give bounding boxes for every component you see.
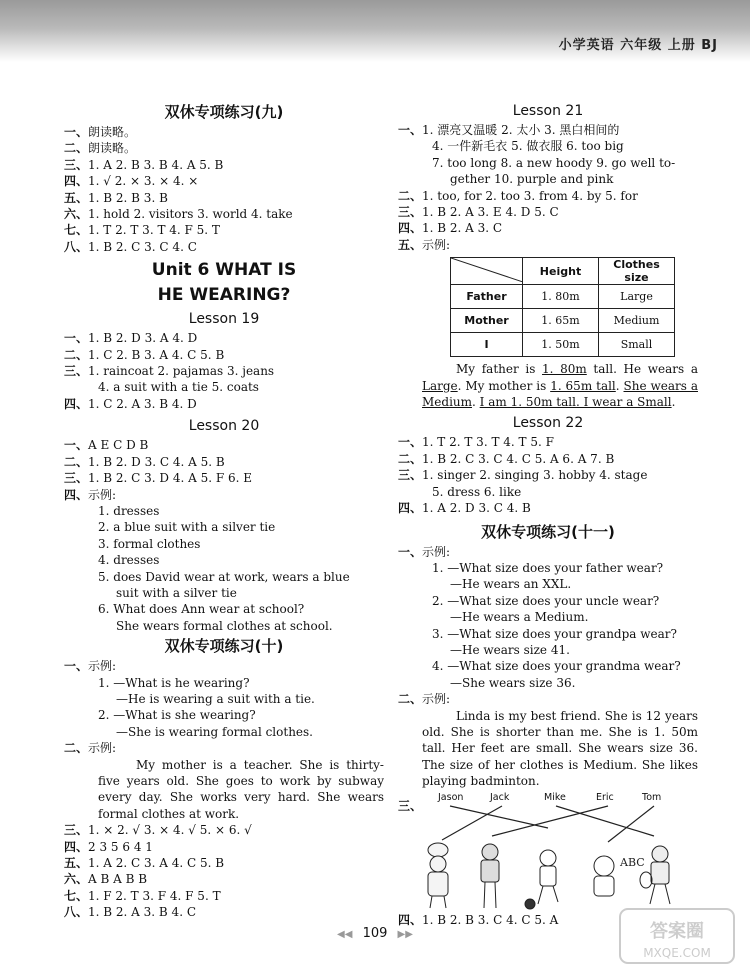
- answer-line: [64, 888, 384, 904]
- paragraph-segment: My father is: [456, 362, 543, 377]
- answer-text: 6. What does Ann wear at school?: [98, 602, 305, 617]
- matching-illustration: [398, 792, 698, 912]
- table-cell: Medium: [599, 309, 675, 333]
- name-label: Mike: [544, 791, 566, 803]
- answer-line: [64, 707, 384, 723]
- answer-line: [64, 569, 384, 585]
- answer-line: [64, 871, 384, 887]
- answer-line: [398, 544, 698, 560]
- answer-text: gether 10. purple and pink: [450, 172, 614, 187]
- answer-text: 1. B 2. C 3. D 4. A 5. F 6. E: [88, 471, 253, 486]
- name-label: Jason: [438, 791, 464, 803]
- watermark-logo: [618, 907, 736, 965]
- lesson-21-answers: [398, 122, 698, 253]
- answer-text: 1. A 2. B 3. B 4. A 5. B: [88, 157, 224, 172]
- answer-text: 1. T 2. T 3. T 4. T 5. F: [422, 435, 554, 450]
- abc-figure: [594, 856, 645, 896]
- lesson-19-answers: [64, 330, 384, 412]
- answer-line: [398, 138, 698, 154]
- table-cell: Father: [451, 285, 523, 309]
- answer-line: [398, 220, 698, 236]
- answer-line: [398, 609, 698, 625]
- table-row: [451, 333, 675, 357]
- answer-line: [398, 155, 698, 171]
- question-number: 五、: [64, 856, 89, 871]
- answer-text: 1. B 2. A 3. E 4. D 5. C: [422, 205, 559, 220]
- lesson-20-answers: [64, 437, 384, 634]
- answer-line: [64, 157, 384, 173]
- answer-line: [398, 188, 698, 204]
- question-number: 四、: [398, 501, 423, 516]
- question-number: 七、: [64, 223, 89, 238]
- answer-line: [398, 434, 698, 450]
- answer-line: [64, 658, 384, 674]
- answer-line: [398, 451, 698, 467]
- answer-text: 朗读略。: [88, 141, 137, 156]
- answer-text: 4. a suit with a tie 5. coats: [98, 380, 259, 395]
- section-title-11: 双休专项练习(十一): [481, 522, 615, 541]
- answer-text: 1. F 2. T 3. F 4. F 5. T: [88, 888, 221, 903]
- table-header: Height: [523, 258, 599, 285]
- answer-text: 1. hold 2. visitors 3. world 4. take: [88, 207, 293, 222]
- answer-line: [398, 658, 698, 674]
- answer-line: [398, 642, 698, 658]
- answer-text: 2 3 5 6 4 1: [88, 839, 153, 854]
- question-number: 一、: [398, 435, 423, 450]
- paragraph-segment: 1. 65m tall: [550, 378, 616, 393]
- question-number: 七、: [64, 888, 89, 903]
- answer-text: 示例:: [88, 741, 117, 756]
- question-number: 一、: [398, 123, 423, 137]
- answer-text: 2. —What is she wearing?: [98, 708, 256, 723]
- answer-line: [64, 855, 384, 871]
- question-number: 三、: [64, 823, 89, 838]
- answer-line: [64, 585, 384, 601]
- answer-text: 5. dress 6. like: [432, 484, 522, 499]
- paragraph-segment: 1. 80m: [542, 362, 587, 377]
- answer-text: 1. √ 2. × 3. × 4. ×: [88, 174, 199, 189]
- question-number: 六、: [64, 872, 89, 887]
- question-number: 四、: [64, 839, 89, 854]
- answer-line: [64, 173, 384, 189]
- answer-text: —He wears an XXL.: [450, 577, 572, 592]
- answer-text: 1. B 2. B 3. C 4. C 5. A: [422, 912, 559, 927]
- answer-text: 1. raincoat 2. pajamas 3. jeans: [88, 364, 275, 379]
- table-cell: 1. 65m: [523, 309, 599, 333]
- question-number: 二、: [64, 454, 89, 469]
- question-number: 三、: [398, 205, 423, 220]
- soccer-figure: [525, 850, 558, 909]
- chef-figure: [428, 843, 448, 908]
- svg-text:ABC: ABC: [620, 855, 645, 869]
- section-title-9: 双休专项练习(九): [164, 103, 284, 121]
- answer-line: [398, 204, 698, 220]
- paragraph-segment: She wears a Medium: [422, 378, 698, 410]
- paragraph-segment: . My mother is: [457, 378, 551, 393]
- answer-line: [398, 484, 698, 500]
- answer-text: 1. B 2. A 3. C: [422, 221, 503, 236]
- answer-line: [398, 576, 698, 592]
- answer-text: 1. dresses: [98, 503, 160, 518]
- table-cell: I: [451, 333, 523, 357]
- prev-arrow-icon: ◀◀: [337, 929, 353, 940]
- answer-line: [398, 560, 698, 576]
- lesson-21-title: Lesson 21: [512, 103, 584, 119]
- answer-line: [64, 691, 384, 707]
- answer-text: —She is wearing formal clothes.: [116, 724, 313, 739]
- question-number: 六、: [64, 207, 89, 222]
- table-row: [451, 258, 675, 285]
- answer-line: [64, 330, 384, 346]
- section-10-answers-b: [64, 822, 384, 920]
- answer-line: [64, 503, 384, 519]
- paragraph-segment: .: [472, 395, 480, 410]
- section-11-paragraph: Linda is my best friend. She is 12 years old. She is shorter than me. She is 1. 50m tall. Her feet are small. She wears size 36. The size of her clothes is Medium. She likes playing badminton.: [422, 708, 698, 789]
- answer-line: [398, 171, 698, 187]
- answer-text: 1. too, for 2. too 3. from 4. by 5. for: [422, 188, 638, 203]
- table-cell: 1. 80m: [523, 285, 599, 309]
- answer-text: 1. B 2. C 3. C 4. C 5. A 6. A 7. B: [422, 451, 615, 466]
- answer-text: 1. A 2. C 3. A 4. C 5. B: [88, 856, 225, 871]
- answer-text: 5. does David wear at work, wears a blue: [98, 569, 350, 584]
- answer-text: 1. —What is he wearing?: [98, 675, 250, 690]
- answer-line: [64, 552, 384, 568]
- answer-text: 2. a blue suit with a silver tie: [98, 520, 276, 535]
- section-10-paragraph: My mother is a teacher. She is thirty-five years old. She goes to work by subway every day. She works very hard. She wears formal clothes at work.: [98, 757, 384, 821]
- answer-line: [64, 239, 384, 255]
- paragraph-segment: I am 1. 50m tall. I wear a Small: [479, 395, 672, 410]
- answer-text: suit with a silver tie: [116, 585, 237, 600]
- answer-text: 示例:: [422, 544, 451, 559]
- answer-line: [398, 122, 698, 138]
- unit-title-line2: HE WEARING?: [157, 285, 291, 306]
- lesson-20-title: Lesson 20: [188, 418, 260, 435]
- answer-line: [398, 593, 698, 609]
- section-10-answers-a: [64, 658, 384, 756]
- answer-line: [64, 675, 384, 691]
- answer-line: [64, 740, 384, 756]
- answer-text: 1. B 2. D 3. A 4. D: [88, 331, 198, 346]
- answer-text: 示例:: [88, 487, 117, 502]
- answer-text: 1. C 2. A 3. B 4. D: [88, 396, 197, 411]
- answer-line: [64, 904, 384, 920]
- answer-line: [64, 536, 384, 552]
- answer-line: [64, 839, 384, 855]
- answer-text: —He wears a Medium.: [450, 610, 589, 625]
- page-number: 109: [362, 926, 388, 941]
- answer-text: 2. —What size does your uncle wear?: [432, 593, 660, 608]
- unit-title-line1: Unit 6 WHAT IS: [151, 260, 297, 281]
- question-number: 二、: [398, 692, 423, 707]
- table-cell: Mother: [451, 309, 523, 333]
- question-number: 五、: [398, 237, 423, 252]
- section-11-answers: [398, 544, 698, 708]
- table-cell: 1. 50m: [523, 333, 599, 357]
- answer-text: 7. too long 8. a new hoody 9. go well to-: [432, 155, 676, 170]
- question-number: 四、: [398, 221, 423, 236]
- answer-text: 3. formal clothes: [98, 536, 201, 551]
- answer-text: 1. B 2. C 3. C 4. C: [88, 239, 197, 254]
- answer-text: —She wears size 36.: [450, 675, 576, 690]
- question-number: 五、: [64, 190, 89, 205]
- table-row: [451, 285, 675, 309]
- answer-line: [64, 347, 384, 363]
- answer-text: —He wears size 41.: [450, 642, 570, 657]
- answer-line: [398, 467, 698, 483]
- question-number: 二、: [398, 188, 423, 203]
- answer-line: [398, 237, 698, 253]
- answer-text: 1. C 2. B 3. A 4. C 5. B: [88, 347, 225, 362]
- answer-text: 1. B 2. D 3. C 4. A 5. B: [88, 454, 225, 469]
- answer-line: [64, 190, 384, 206]
- section-title-10: 双休专项练习(十): [164, 637, 284, 656]
- answer-line: [64, 601, 384, 617]
- question-number: 二、: [64, 741, 89, 756]
- answer-line: [64, 724, 384, 740]
- question-number: 一、: [64, 125, 89, 139]
- badminton-figure: [640, 846, 670, 904]
- answer-line: [398, 626, 698, 642]
- question-number: 二、: [398, 451, 423, 466]
- children-illustration: [398, 792, 698, 912]
- answer-line: [398, 675, 698, 691]
- lesson-22-title: Lesson 22: [512, 415, 584, 432]
- answer-text: She wears formal clothes at school.: [116, 618, 333, 633]
- boy-figure: [481, 844, 499, 908]
- answer-text: A E C D B: [88, 438, 149, 453]
- question-number: 四、: [64, 396, 89, 411]
- answer-line: [64, 437, 384, 453]
- question-number: 四、: [64, 174, 89, 189]
- answer-line: [64, 222, 384, 238]
- right-column: [398, 100, 698, 928]
- name-label: Eric: [596, 791, 614, 803]
- table-header: Clothes size: [599, 258, 675, 285]
- svg-text:MXQE.COM: MXQE.COM: [643, 946, 711, 960]
- question-number: 三、: [398, 798, 423, 813]
- answer-text: 1. B 2. A 3. B 4. C: [88, 905, 196, 920]
- answer-text: 1. B 2. B 3. B: [88, 190, 168, 205]
- paragraph-segment: Large: [422, 378, 458, 393]
- answer-text: 4. 一件新毛衣 5. 做衣服 6. too big: [432, 139, 624, 154]
- answer-text: —He is wearing a suit with a tie.: [116, 691, 315, 706]
- answer-line: [64, 618, 384, 634]
- answer-line: [64, 454, 384, 470]
- question-number: 八、: [64, 905, 89, 920]
- answer-line: [64, 379, 384, 395]
- answer-line: [64, 363, 384, 379]
- paragraph-segment: .: [615, 378, 624, 393]
- answer-text: 1. singer 2. singing 3. hobby 4. stage: [422, 468, 648, 483]
- answer-text: 示例:: [422, 237, 451, 252]
- answer-text: 示例:: [88, 659, 117, 674]
- answer-text: 1. A 2. D 3. C 4. B: [422, 501, 531, 516]
- header-title: 小学英语 六年级 上册 BJ: [558, 38, 718, 53]
- answer-text: 1. —What size does your father wear?: [432, 560, 664, 575]
- next-arrow-icon: ▶▶: [397, 929, 413, 940]
- lesson-22-answers: [398, 434, 698, 516]
- answer-line: [64, 470, 384, 486]
- section-9-answers: [64, 124, 384, 255]
- question-number: 三、: [64, 471, 89, 486]
- name-label: Tom: [642, 791, 662, 803]
- answer-text: 1. T 2. T 3. T 4. F 5. T: [88, 223, 220, 238]
- svg-text:答案圈: 答案圈: [650, 921, 704, 942]
- question-number: 三、: [64, 157, 89, 172]
- table-cell: Small: [599, 333, 675, 357]
- question-number: 一、: [64, 659, 89, 674]
- answer-text: 朗读略。: [88, 125, 137, 139]
- question-number: 三、: [398, 468, 423, 483]
- answer-line: [398, 500, 698, 516]
- size-table: [450, 257, 675, 357]
- name-label: Jack: [490, 791, 510, 803]
- question-number: 四、: [64, 487, 89, 502]
- question-number: 一、: [64, 438, 89, 453]
- table-row: [451, 309, 675, 333]
- answer-line: [64, 124, 384, 140]
- answer-line: [64, 140, 384, 156]
- table-cell: Large: [599, 285, 675, 309]
- question-number: 三、: [64, 364, 89, 379]
- paragraph-segment: tall. He wears a: [586, 362, 698, 377]
- question-number: 四、: [398, 912, 423, 927]
- answer-text: 4. —What size does your grandma wear?: [432, 659, 681, 674]
- answer-line: [64, 206, 384, 222]
- answer-line: [64, 822, 384, 838]
- question-number: 一、: [64, 331, 89, 346]
- lesson-21-paragraph: [398, 361, 698, 410]
- answer-text: A B A B B: [88, 872, 148, 887]
- answer-line: [64, 396, 384, 412]
- question-number: 二、: [64, 141, 89, 156]
- answer-text: 1. 漂亮又温暖 2. 太小 3. 黑白相间的: [422, 123, 620, 137]
- question-number: 八、: [64, 239, 89, 254]
- answer-line: [398, 691, 698, 707]
- answer-line: [64, 519, 384, 535]
- lesson-19-title: Lesson 19: [188, 311, 260, 328]
- paragraph-segment: .: [671, 395, 676, 410]
- answer-line: [64, 487, 384, 503]
- answer-text: 1. × 2. √ 3. × 4. √ 5. × 6. √: [88, 823, 252, 838]
- left-column: [64, 100, 384, 921]
- answer-text: 示例:: [422, 692, 451, 707]
- answer-text: 4. dresses: [98, 553, 160, 568]
- question-number: 一、: [398, 544, 423, 559]
- question-number: 二、: [64, 347, 89, 362]
- answer-text: 3. —What size does your grandpa wear?: [432, 626, 677, 641]
- table-corner-cell: [451, 258, 523, 285]
